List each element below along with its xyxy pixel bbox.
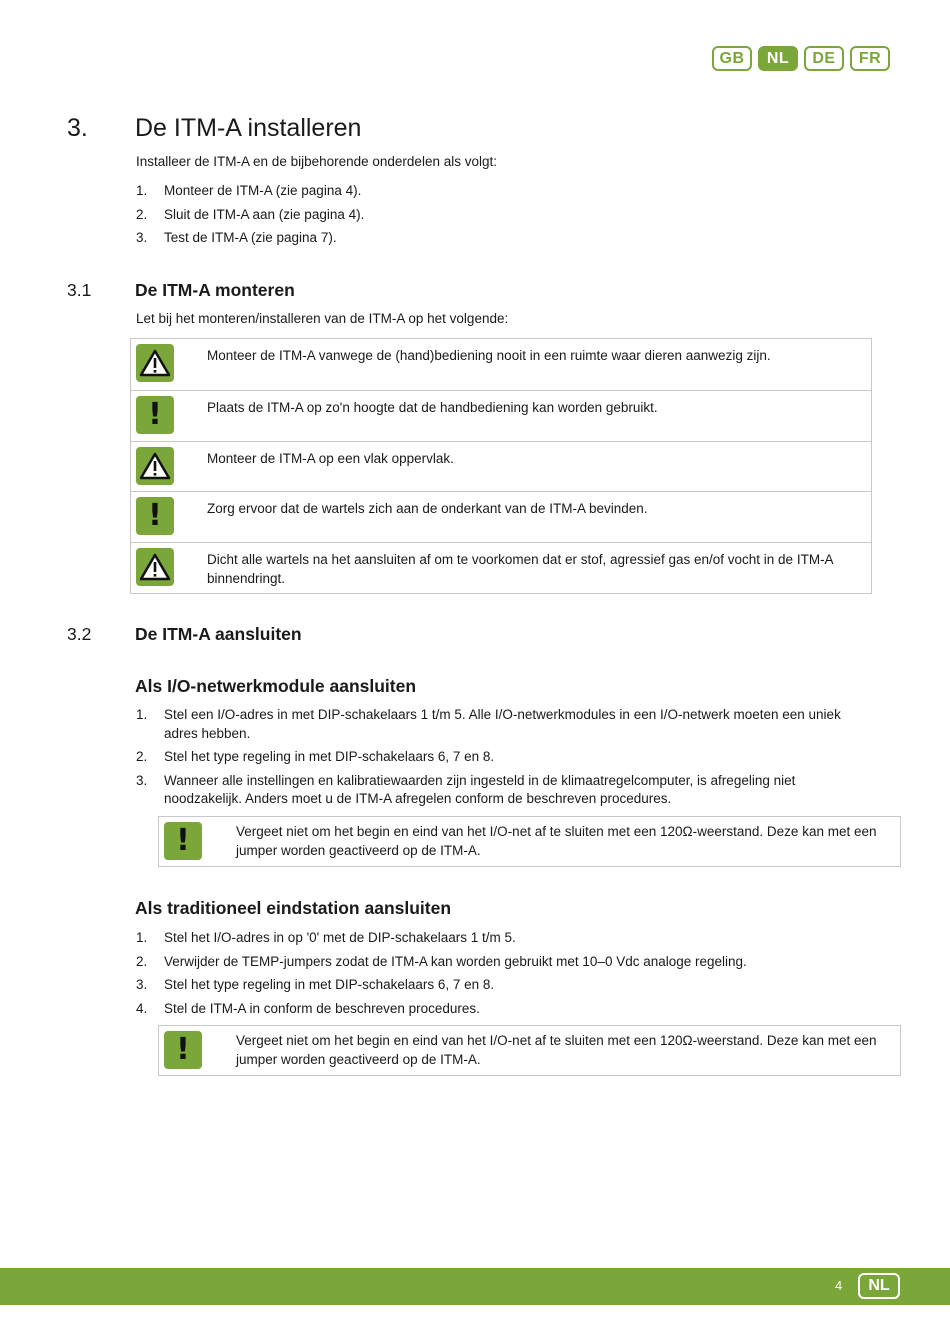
note-text: Zorg ervoor dat de wartels zich aan de onderkant van de ITM-A bevinden.: [207, 501, 648, 517]
note-row: [131, 441, 871, 492]
traditional-note-box: [158, 1025, 901, 1076]
lang-tab-fr[interactable]: FR: [850, 46, 890, 71]
lang-tab-de[interactable]: DE: [804, 46, 844, 71]
list-item: 3. Stel het type regeling in met DIP-schakelaars 6, 7 en 8.: [136, 977, 495, 992]
note-text: Monteer de ITM-A vanwege de (hand)bediening nooit in een ruimte waar dieren aanwezig zijn.: [207, 348, 771, 363]
traditional-steps-list: [136, 929, 876, 1023]
list-item: 2. Verwijder de TEMP-jumpers zodat de ITM-A kan worden gebruikt met 10–0 Vdc analoge regeling.: [136, 953, 747, 969]
io-module-steps-list: [136, 706, 876, 814]
section-number: 3.2: [67, 624, 92, 644]
io-module-note-box: [158, 816, 901, 867]
section-number: 3.1: [67, 280, 92, 300]
list-item: 3. Wanneer alle instellingen en kalibratiewaarden zijn ingesteld in de klimaatregelcomputer, is afregeling niet noodzakelijk. Anders moet u de ITM-A afregelen conform de beschreven procedures.: [136, 772, 796, 806]
language-tabs: [712, 46, 890, 71]
warning-triangle-icon: [136, 548, 174, 586]
section-3-intro: Installeer de ITM-A en de bijbehorende onderdelen als volgt:: [136, 154, 497, 169]
list-item: 2. Stel het type regeling in met DIP-schakelaars 6, 7 en 8.: [136, 749, 495, 764]
note-row: [131, 542, 871, 593]
note-text: Monteer de ITM-A op een vlak oppervlak.: [207, 450, 454, 466]
note-text: Dicht alle wartels na het aansluiten af om te voorkomen dat er stof, agressief gas en/of vocht in de ITM-A binnendringt.: [207, 552, 833, 587]
section-title: De ITM-A aansluiten: [135, 624, 302, 644]
note-row: [131, 491, 871, 542]
list-item: 4. Stel de ITM-A in conform de beschreven procedures.: [136, 1000, 480, 1016]
exclamation-icon: !: [136, 497, 174, 535]
note-row: [131, 339, 871, 390]
note-text: Plaats de ITM-A op zo'n hoogte dat de handbediening kan worden gebruikt.: [207, 399, 658, 415]
lang-tab-gb[interactable]: GB: [712, 46, 752, 71]
exclamation-icon: !: [164, 1031, 202, 1069]
note-row: [131, 390, 871, 441]
list-item: 1. Monteer de ITM-A (zie pagina 4).: [136, 183, 362, 198]
note-text: Vergeet niet om het begin en eind van het I/O-net af te sluiten met een 120Ω-weerstand. Deze kan met een jumper worden geactiveerd op de ITM-A.: [236, 1033, 877, 1067]
traditional-subheading: Als traditioneel eindstation aansluiten: [135, 898, 452, 918]
lang-tab-nl[interactable]: NL: [758, 46, 798, 71]
section-title: De ITM-A monteren: [135, 280, 295, 300]
list-item: 1. Stel een I/O-adres in met DIP-schakelaars 1 t/m 5. Alle I/O-netwerkmodules in een I/O-netwerk moeten een uniek adres hebben.: [136, 707, 841, 741]
note-text: Vergeet niet om het begin en eind van het I/O-net af te sluiten met een 120Ω-weerstand. Deze kan met een jumper worden geactiveerd op de ITM-A.: [236, 824, 877, 858]
section-3-1-intro: Let bij het monteren/installeren van de ITM-A op het volgende:: [136, 311, 509, 326]
list-item: 3. Test de ITM-A (zie pagina 7).: [136, 230, 337, 245]
page-number: 4: [835, 1278, 843, 1293]
io-module-subheading: Als I/O-netwerkmodule aansluiten: [135, 676, 417, 696]
section-title: De ITM-A installeren: [135, 114, 362, 142]
install-steps-list: [136, 182, 876, 253]
list-item: 2. Sluit de ITM-A aan (zie pagina 4).: [136, 206, 365, 222]
list-item: 1. Stel het I/O-adres in op '0' met de DIP-schakelaars 1 t/m 5.: [136, 930, 516, 945]
warning-triangle-icon: [136, 447, 174, 485]
exclamation-icon: !: [136, 396, 174, 434]
footer-language-badge: NL: [858, 1273, 900, 1299]
mounting-notes-table: [130, 338, 872, 594]
exclamation-icon: !: [164, 822, 202, 860]
section-number: 3.: [67, 114, 88, 142]
warning-triangle-icon: [136, 344, 174, 382]
page-footer: [0, 1268, 950, 1305]
